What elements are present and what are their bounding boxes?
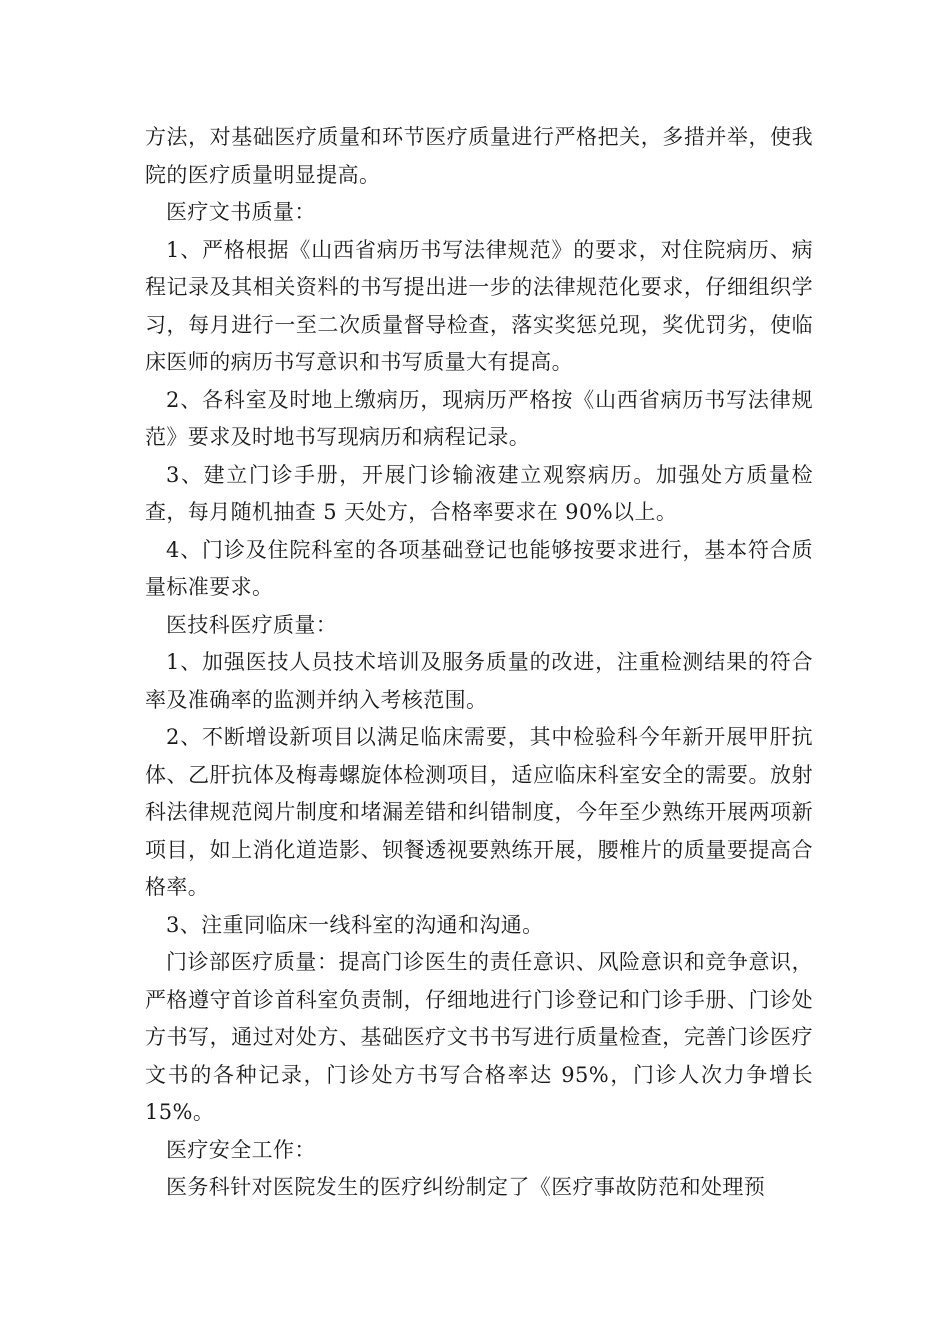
paragraph-safety-start: 医务科针对医院发生的医疗纠纷制定了《医疗事故防范和处理预 xyxy=(166,1175,766,1199)
paragraph-tech-item-1: 1、加强医技人员技术培训及服务质量的改进，注重检测结果的符合率及准确率的监测并纳入考核范围。 xyxy=(145,650,813,712)
paragraph-records-item-2: 2、各科室及时地上缴病历，现病历严格按《山西省病历书写法律规范》要求及时地书写现病历和病程记录。 xyxy=(145,387,813,449)
paragraph-records-item-1: 1、严格根据《山西省病历书写法律规范》的要求，对住院病历、病程记录及其相关资料的书写提出进一步的法律规范化要求，仔细组织学习，每月进行一至二次质量督导检查，落实奖惩兑现，奖优罚劣，使临床医师的病历书写意识和书写质量大有提高。 xyxy=(145,237,813,374)
section-heading-medical-tech: 医技科医疗质量： xyxy=(166,612,338,637)
section-heading-medical-safety: 医疗安全工作： xyxy=(166,1137,316,1162)
paragraph-intro-continuation: 方法，对基础医疗质量和环节医疗质量进行严格把关，多措并举，使我院的医疗质量明显提高。 xyxy=(145,125,813,187)
paragraph-records-item-4: 4、门诊及住院科室的各项基础登记也能够按要求进行，基本符合质量标准要求。 xyxy=(145,537,813,599)
paragraph-tech-item-2: 2、不断增设新项目以满足临床需要，其中检验科今年新开展甲肝抗体、乙肝抗体及梅毒螺旋体检测项目，适应临床科室安全的需要。放射科法律规范阅片制度和堵漏差错和纠错制度，今年至少熟练开展两项新项目，如上消化道造影、钡餐透视要熟练开展，腰椎片的质量要提高合格率。 xyxy=(145,725,813,899)
section-heading-medical-records: 医疗文书质量： xyxy=(166,200,316,224)
document-body xyxy=(145,119,813,1207)
paragraph-tech-item-3: 3、注重同临床一线科室的沟通和沟通。 xyxy=(166,912,544,937)
paragraph-outpatient-quality: 门诊部医疗质量：提高门诊医生的责任意识、风险意识和竞争意识，严格遵守首诊首科室负责制，仔细地进行门诊登记和门诊手册、门诊处方书写，通过对处方、基础医疗文书书写进行质量检查，完善门诊医疗文书的各种记录，门诊处方书写合格率达 95%，门诊人次力争增长 15%。 xyxy=(145,950,813,1124)
paragraph-records-item-3: 3、建立门诊手册，开展门诊输液建立观察病历。加强处方质量检查，每月随机抽查 5 天处方，合格率要求在 90%以上。 xyxy=(145,462,813,524)
